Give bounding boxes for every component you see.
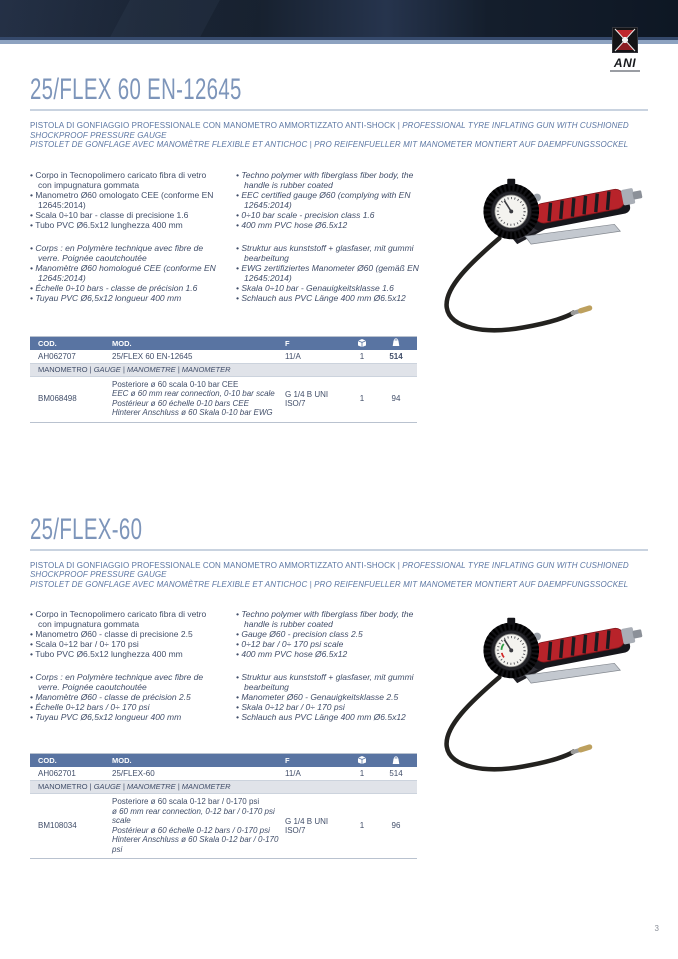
accessory-fitting: G 1/4 B UNI ISO/7 [285, 389, 329, 408]
table-row [30, 794, 417, 858]
bullet-item: • Manomètre Ø60 homologué CEE (conforme EN 12645:2014) [30, 263, 222, 283]
bullet-group-italian [30, 170, 222, 230]
table-subheader-manometer: MANOMETRO | GAUGE | MANOMETRE | MANOMETER [30, 781, 417, 794]
accessory-description: Posteriore ø 60 scala 0-10 bar CEE EEC ø 60 mm rear connection, 0-10 bar scale Postérieur ø 60 échelle 0-10 bars CEE Hinterer Anschluss ø 60 Skala 0-10 bar EWG [112, 379, 275, 417]
bullet-item: • Tuyau PVC Ø6,5x12 longueur 400 mm [30, 712, 222, 722]
bullet-item: • Manometro Ø60 - classe di precisione 2.5 [30, 629, 222, 639]
subtitle-line-2: PISTOLET DE GONFLAGE AVEC MANOMÈTRE FLEXIBLE ET ANTICHOC | PRO REIFENFUELLER MIT MANOMETER MONTIERT AUF DAEMPFUNGSSOCKEL [30, 579, 629, 589]
title-rule [30, 549, 648, 551]
subtitle-line-1: PISTOLA DI GONFIAGGIO PROFESSIONALE CON MANOMETRO AMMORTIZZATO ANTI-SHOCK | PROFESSIONAL TYRE INFLATING GUN WITH CUSHIONED SHOCKPROOF PRESSURE GAUGE [30, 121, 629, 140]
bullet-item: • 400 mm PVC hose Ø6.5x12 [236, 649, 428, 659]
bullet-item: • Corpo in Tecnopolimero caricato fibra di vetro con impugnatura gommata [30, 609, 222, 629]
brand-name: ANI [613, 56, 637, 70]
bullet-item: • Skala 0÷12 bar / 0÷ 170 psi [236, 702, 428, 712]
product-table [30, 336, 417, 423]
banner-streak [110, 0, 220, 37]
bullet-item: • Manometro Ø60 omologato CEE (conforme EN 12645:2014) [30, 190, 222, 210]
bullet-item: • Struktur aus kunststoff + glasfaser, mit gummi bearbeitung [236, 243, 428, 263]
product-fitting: 11/A [285, 351, 301, 361]
col-header-f: F [285, 338, 290, 348]
table-row [30, 350, 417, 364]
bullet-item: • Tuyau PVC Ø6,5x12 longueur 400 mm [30, 293, 222, 303]
table-row [30, 377, 417, 422]
product-stock-qty: 514 [389, 769, 403, 778]
feature-columns [30, 170, 648, 320]
bullet-item: • Schlauch aus PVC Länge 400 mm Ø6.5x12 [236, 293, 428, 303]
accessory-fitting: G 1/4 B UNI ISO/7 [285, 816, 329, 835]
bullet-item: • Scala 0÷12 bar / 0÷ 170 psi [30, 639, 222, 649]
bullet-group-german [236, 672, 428, 722]
accessory-description: Posteriore ø 60 scala 0-12 bar / 0-170 psi ø 60 mm rear connection, 0-12 bar / 0-170 psi scale Postérieur ø 60 échelle 0-12 bars / 0-170 psi Hinterer Anschluss ø 60 Skala 0-12 bar / 0-170 psi [112, 797, 279, 854]
page-number: 3 [654, 924, 659, 933]
bullet-group-italian [30, 609, 222, 659]
bullet-item: • Techno polymer with fiberglass fiber body, the handle is rubber coated [236, 170, 428, 190]
bullet-item: • Manomètre Ø60 - classe de précision 2.5 [30, 692, 222, 702]
section-subtitle [30, 561, 648, 590]
bullet-item: • Manometer Ø60 - Genauigkeitsklasse 2.5 [236, 692, 428, 702]
bullet-item: • Échelle 0÷12 bars / 0÷ 170 psi [30, 702, 222, 712]
col-header-mod: MOD. [112, 756, 132, 765]
product-model: 25/FLEX-60 [112, 769, 155, 778]
ani-emblem-icon [612, 40, 638, 57]
product-pack-qty: 1 [359, 769, 365, 778]
bullet-item: • Gauge Ø60 - precision class 2.5 [236, 629, 428, 639]
accessory-code: BM108034 [38, 821, 77, 830]
col-header-cod: COD. [38, 338, 57, 348]
bag-icon [377, 755, 415, 767]
bullet-group-german [236, 243, 428, 303]
section-subtitle [30, 121, 648, 150]
bullet-item: • Tubo PVC Ø6.5x12 lunghezza 400 mm [30, 649, 222, 659]
product-section-1 [30, 73, 648, 423]
col-header-mod: MOD. [112, 338, 132, 348]
feature-column-left [30, 170, 222, 320]
bullet-item: • Scala 0÷10 bar - classe di precisione 1.6 [30, 210, 222, 220]
feature-column-right [236, 170, 428, 320]
subtitle-line-1: PISTOLA DI GONFIAGGIO PROFESSIONALE CON MANOMETRO AMMORTIZZATO ANTI-SHOCK | PROFESSIONAL TYRE INFLATING GUN WITH CUSHIONED SHOCKPROOF PRESSURE GAUGE [30, 560, 629, 579]
feature-column-right [236, 609, 428, 741]
bullet-item: • 400 mm PVC hose Ø6.5x12 [236, 220, 428, 230]
banner-stripe [0, 40, 678, 45]
bullet-item: • EEC certified gauge Ø60 (complying with EN 12645:2014) [236, 190, 428, 210]
table-header-row [30, 337, 417, 350]
bullet-group-english [236, 170, 428, 230]
accessory-stock-qty: 94 [391, 394, 401, 403]
accessory-stock-qty: 96 [391, 821, 401, 830]
bullet-item: • Corpo in Tecnopolimero caricato fibra di vetro con impugnatura gommata [30, 170, 222, 190]
brand-logo [608, 27, 642, 72]
col-header-f: F [285, 756, 290, 765]
product-code: AH062701 [38, 769, 76, 778]
accessory-code: BM068498 [38, 394, 77, 403]
product-photo-tyre-inflating-gun [420, 174, 658, 349]
bullet-item: • Struktur aus kunststoff + glasfaser, mit gummi bearbeitung [236, 672, 428, 692]
bullet-group-french [30, 672, 222, 722]
package-icon [347, 338, 377, 349]
page-title: 25/FLEX 60 EN-12645 [30, 73, 242, 106]
header-banner [0, 0, 678, 37]
table-row [30, 767, 417, 781]
feature-columns [30, 609, 648, 741]
table-subheader-manometer: MANOMETRO | GAUGE | MANOMETRE | MANOMETER [30, 364, 417, 377]
subtitle-line-2: PISTOLET DE GONFLAGE AVEC MANOMÈTRE FLEXIBLE ET ANTICHOC | PRO REIFENFUELLER MIT MANOMETER MONTIERT AUF DAEMPFUNGSSOCKEL [30, 140, 629, 149]
bullet-item: • 0÷12 bar / 0÷ 170 psi scale [236, 639, 428, 649]
bullet-item: • Échelle 0÷10 bars - classe de précision 1.6 [30, 283, 222, 293]
brand-tagline [610, 70, 640, 72]
product-pack-qty: 1 [359, 351, 365, 361]
bullet-item: • 0÷10 bar scale - precision class 1.6 [236, 210, 428, 220]
product-fitting: 11/A [285, 769, 301, 778]
bullet-item: • EWG zertifiziertes Manometer Ø60 (gemäß EN 12645:2014) [236, 263, 428, 283]
bullet-group-english [236, 609, 428, 659]
feature-column-left [30, 609, 222, 741]
col-header-cod: COD. [38, 756, 57, 765]
product-model: 25/FLEX 60 EN-12645 [112, 351, 193, 361]
product-table [30, 753, 417, 859]
bullet-group-french [30, 243, 222, 303]
package-icon [347, 755, 377, 766]
product-stock-qty: 514 [389, 351, 403, 361]
bullet-item: • Schlauch aus PVC Länge 400 mm Ø6.5x12 [236, 712, 428, 722]
bullet-item: • Techno polymer with fiberglass fiber body, the handle is rubber coated [236, 609, 428, 629]
bag-icon [377, 337, 415, 349]
title-rule [30, 109, 648, 111]
product-photo-tyre-inflating-gun [420, 613, 658, 788]
product-section-2 [30, 513, 648, 860]
table-header-row [30, 754, 417, 767]
page-title-2: 25/FLEX-60 [30, 512, 143, 546]
accessory-pack-qty: 1 [359, 821, 365, 830]
bullet-item: • Corps : en Polymère technique avec fibre de verre. Poignée caoutchoutée [30, 672, 222, 692]
accessory-pack-qty: 1 [359, 394, 365, 403]
bullet-item: • Tubo PVC Ø6.5x12 lunghezza 400 mm [30, 220, 222, 230]
product-code: AH062707 [38, 351, 76, 361]
bullet-item: • Corps : en Polymère technique avec fibre de verre. Poignée caoutchoutée [30, 243, 222, 263]
bullet-item: • Skala 0÷10 bar - Genauigkeitsklasse 1.6 [236, 283, 428, 293]
